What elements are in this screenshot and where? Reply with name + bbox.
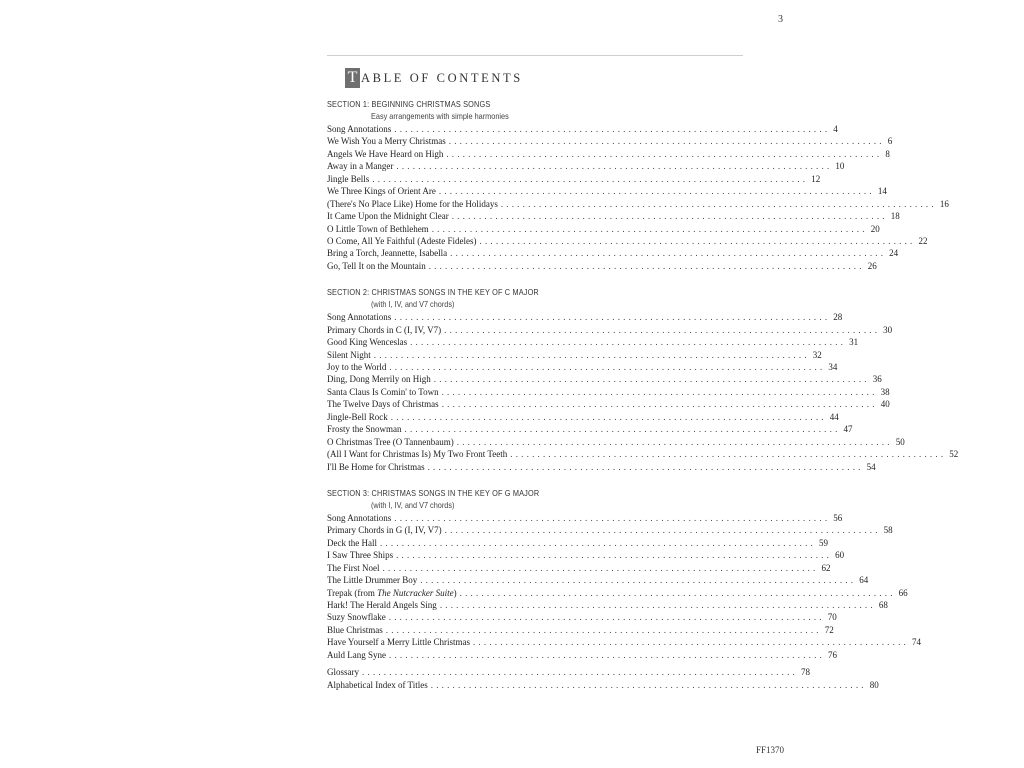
entry-page-number: 44	[829, 411, 839, 422]
dot-leader: ................................................................................	[385, 624, 822, 635]
entry-page-number: 50	[895, 436, 905, 447]
section-spacer	[327, 661, 637, 665]
toc-title	[345, 66, 637, 90]
toc-entry[interactable]	[327, 537, 828, 549]
entry-title: Deck the Hall	[327, 537, 377, 548]
entry-title: Glossary	[327, 667, 359, 678]
toc-entry[interactable]	[327, 549, 845, 561]
entry-title: Bring a Torch, Jeannette, Isabella	[327, 248, 448, 259]
section-entries	[327, 512, 921, 661]
toc-entry[interactable]	[327, 210, 900, 222]
entry-page-number: 70	[827, 612, 837, 623]
toc-entry[interactable]	[327, 679, 879, 691]
entry-page-number: 66	[898, 587, 908, 598]
dot-leader: ................................................................................	[472, 637, 909, 648]
dot-leader: ................................................................................	[431, 223, 868, 234]
entry-page-number: 76	[828, 649, 837, 660]
dot-leader: ................................................................................	[441, 386, 878, 397]
dot-leader: ................................................................................	[428, 260, 865, 271]
toc-entry[interactable]	[327, 423, 853, 435]
toc-body	[327, 98, 959, 691]
toc-entry[interactable]	[327, 223, 880, 235]
toc-entry[interactable]	[327, 148, 890, 160]
toc-entry[interactable]	[327, 562, 831, 574]
entry-page-number: 14	[877, 186, 887, 197]
dot-leader: ................................................................................	[427, 461, 864, 472]
entry-title: Suzy Snowflake	[327, 612, 386, 623]
entry-title: Go, Tell It on the Mountain	[327, 260, 426, 271]
entry-page-number: 32	[812, 349, 822, 360]
entry-title: Song Annotations	[327, 512, 392, 523]
section-spacer	[327, 272, 637, 286]
entry-title: Alphabetical Index of Titles	[327, 679, 428, 690]
entry-title: Primary Chords in C (I, IV, V7)	[327, 324, 442, 335]
dot-leader: ................................................................................	[404, 424, 841, 435]
dot-leader: ................................................................................	[451, 211, 888, 222]
entry-title: (All I Want for Christmas Is) My Two Front Teeth	[327, 449, 508, 460]
entry-title: The Twelve Days of Christmas	[327, 399, 439, 410]
section-entries	[327, 123, 949, 272]
dot-leader: ................................................................................	[448, 136, 885, 147]
entry-title: Joy to the World	[327, 362, 387, 372]
entry-title: Jingle Bells	[327, 173, 370, 184]
entry-page-number: 31	[849, 337, 859, 348]
toc-entry[interactable]	[327, 198, 949, 210]
entry-page-number: 20	[870, 223, 880, 234]
toc-entry[interactable]	[327, 361, 838, 373]
table-of-contents	[327, 66, 959, 691]
dot-leader: ................................................................................	[439, 600, 876, 610]
entry-page-number: 54	[866, 461, 876, 472]
entry-page-number: 56	[833, 512, 843, 523]
dot-leader: ................................................................................	[444, 525, 881, 536]
section-heading: SECTION 2: CHRISTMAS SONGS IN THE KEY OF C MAJOR	[327, 287, 539, 298]
entry-title: Auld Lang Syne	[327, 649, 386, 660]
entry-title	[327, 587, 457, 599]
toc-section	[327, 487, 921, 661]
entry-page-number: 74	[911, 637, 921, 648]
dot-leader: ................................................................................	[446, 148, 883, 159]
dot-leader: ................................................................................	[394, 124, 831, 134]
entry-page-number: 38	[880, 386, 890, 397]
dot-leader: ................................................................................	[394, 312, 831, 323]
entry-page-number: 40	[880, 399, 890, 410]
entry-title: We Three Kings of Orient Are	[327, 186, 436, 197]
entry-page-number: 10	[835, 161, 845, 172]
entry-title: Have Yourself a Merry Little Christmas	[327, 637, 470, 648]
entry-title: Song Annotations	[327, 312, 392, 323]
toc-entry[interactable]	[327, 461, 876, 473]
toc-entry[interactable]	[327, 599, 888, 611]
entry-title: O Come, All Ye Faithful (Adeste Fideles)	[327, 235, 477, 246]
entry-page-number: 12	[811, 173, 821, 184]
entry-title: The Little Drummer Boy	[327, 575, 418, 586]
entry-page-number: 64	[859, 575, 869, 586]
entry-title: Frosty the Snowman	[327, 424, 402, 435]
entry-title: I'll Be Home for Christmas	[327, 461, 425, 472]
entry-page-number: 22	[918, 235, 928, 246]
entry-page-number: 52	[949, 449, 959, 460]
toc-entry[interactable]	[327, 123, 838, 135]
section-heading: SECTION 1: BEGINNING CHRISTMAS SONGS	[327, 99, 491, 109]
entry-title: I Saw Three Ships	[327, 550, 394, 561]
entry-page-number: 30	[883, 324, 893, 335]
entry-title: Silent Night	[327, 349, 371, 360]
dot-leader: ................................................................................	[382, 562, 819, 573]
toc-entry[interactable]	[327, 324, 893, 336]
dot-leader: ................................................................................	[394, 512, 831, 523]
entry-title: O Christmas Tree (O Tannenbaum)	[327, 436, 454, 447]
toc-entry[interactable]	[327, 448, 959, 460]
toc-entry[interactable]	[327, 247, 899, 259]
toc-entry[interactable]	[327, 160, 845, 172]
toc-entry[interactable]	[327, 349, 822, 361]
section-entries	[327, 311, 959, 473]
entry-page-number: 28	[833, 312, 843, 323]
toc-entry[interactable]	[327, 512, 843, 524]
entry-title-plain: Trepak (from	[327, 587, 378, 598]
dot-leader: ................................................................................	[373, 349, 810, 360]
entry-title: Hark! The Herald Angels Sing	[327, 600, 437, 610]
dot-leader: ................................................................................	[430, 679, 867, 690]
dot-leader: ................................................................................	[372, 173, 809, 184]
entry-title: We Wish You a Merry Christmas	[327, 136, 446, 147]
entry-page-number: 36	[872, 374, 882, 385]
dot-leader: ................................................................................	[388, 612, 825, 623]
toc-entry[interactable]	[327, 235, 928, 247]
entry-page-number: 18	[890, 211, 900, 222]
entry-title: Away in a Manger	[327, 161, 394, 172]
dot-leader: ................................................................................	[389, 649, 825, 660]
dot-leader: ................................................................................	[420, 575, 857, 586]
section-subheading: (with I, IV, and V7 chords)	[371, 499, 455, 510]
toc-section	[327, 286, 959, 473]
entry-title: Blue Christmas	[327, 624, 383, 635]
toc-entry[interactable]	[327, 636, 921, 648]
dot-leader: ................................................................................	[390, 411, 827, 422]
toc-entry[interactable]	[327, 373, 882, 385]
toc-entry[interactable]	[327, 398, 890, 410]
entry-page-number: 62	[821, 562, 831, 573]
toc-entry[interactable]	[327, 666, 810, 678]
entry-page-number: 6	[887, 136, 893, 147]
entry-page-number: 59	[818, 537, 828, 548]
toc-entry[interactable]	[327, 624, 834, 636]
dot-leader: ................................................................................	[410, 337, 847, 348]
entry-title: Santa Claus Is Comin' to Town	[327, 386, 439, 397]
toc-entry[interactable]	[327, 173, 821, 185]
entry-page-number: 80	[869, 679, 879, 690]
header-rule	[327, 55, 743, 56]
entry-page-number: 68	[878, 600, 888, 610]
footer-code: FF1370	[756, 745, 785, 755]
entry-title-tail: )	[453, 587, 457, 598]
entry-page-number: 4	[833, 124, 838, 134]
entry-title-italic: The Nutcracker Suite	[377, 587, 454, 598]
toc-entry[interactable]	[327, 587, 908, 599]
section-subheading: Easy arrangements with simple harmonies	[371, 111, 509, 121]
toc-entry[interactable]	[327, 185, 887, 197]
entry-title: It Came Upon the Midnight Clear	[327, 211, 449, 222]
toc-entry[interactable]	[327, 649, 837, 661]
toc-section	[327, 98, 949, 272]
dot-leader: ................................................................................	[500, 198, 937, 209]
toc-entry[interactable]	[327, 311, 843, 323]
entry-page-number: 34	[828, 362, 838, 372]
entry-page-number: 58	[883, 525, 893, 536]
entry-title: The First Noel	[327, 562, 380, 573]
dot-leader: ................................................................................	[396, 161, 833, 172]
section-heading: SECTION 3: CHRISTMAS SONGS IN THE KEY OF G MAJOR	[327, 487, 540, 498]
entry-title: Primary Chords in G (I, IV, V7)	[327, 525, 442, 536]
toc-entry[interactable]	[327, 411, 839, 423]
entry-page-number: 78	[801, 667, 810, 678]
toc-entry[interactable]	[327, 524, 893, 536]
entry-title: Jingle-Bell Rock	[327, 411, 388, 422]
dot-leader: ................................................................................	[389, 362, 826, 372]
entry-page-number: 24	[889, 248, 899, 259]
dot-leader: ................................................................................	[433, 374, 870, 385]
entry-page-number: 47	[843, 424, 853, 435]
toc-entry[interactable]	[327, 574, 869, 586]
entry-page-number: 26	[867, 260, 877, 271]
entry-title: (There's No Place Like) Home for the Holidays	[327, 198, 498, 209]
entry-title: Song Annotations	[327, 124, 392, 134]
toc-entry[interactable]	[327, 386, 890, 398]
entry-title: Angels We Have Heard on High	[327, 148, 444, 159]
dot-leader: ................................................................................	[479, 235, 916, 246]
toc-entry[interactable]	[327, 436, 905, 448]
dot-leader: ................................................................................	[510, 449, 947, 460]
dot-leader: ................................................................................	[379, 537, 816, 548]
dot-leader: ................................................................................	[444, 324, 881, 335]
toc-entry[interactable]	[327, 260, 877, 272]
toc-title-text: ABLE OF CONTENTS	[361, 70, 523, 85]
entry-title: Good King Wenceslas	[327, 337, 408, 348]
entry-title: O Little Town of Bethlehem	[327, 223, 429, 234]
back-matter	[327, 666, 879, 691]
toc-title-initial: T	[345, 68, 360, 88]
dot-leader: ................................................................................	[450, 248, 887, 259]
entry-title: Ding, Dong Merrily on High	[327, 374, 431, 385]
toc-entry[interactable]	[327, 336, 859, 348]
dot-leader: ................................................................................	[441, 399, 878, 410]
entry-page-number: 60	[835, 550, 845, 561]
dot-leader: ................................................................................	[396, 550, 833, 561]
section-spacer	[327, 473, 637, 487]
dot-leader: ................................................................................	[456, 436, 893, 447]
entry-page-number: 72	[824, 624, 834, 635]
page-number: 3	[778, 14, 783, 25]
dot-leader: ................................................................................	[459, 587, 896, 598]
toc-entry[interactable]	[327, 611, 837, 623]
entry-page-number: 8	[885, 148, 890, 159]
section-subheading: (with I, IV, and V7 chords)	[371, 299, 455, 310]
dot-leader: ................................................................................	[438, 186, 875, 197]
dot-leader: ................................................................................	[362, 667, 798, 678]
entry-page-number: 16	[939, 198, 949, 209]
toc-entry[interactable]	[327, 135, 893, 147]
